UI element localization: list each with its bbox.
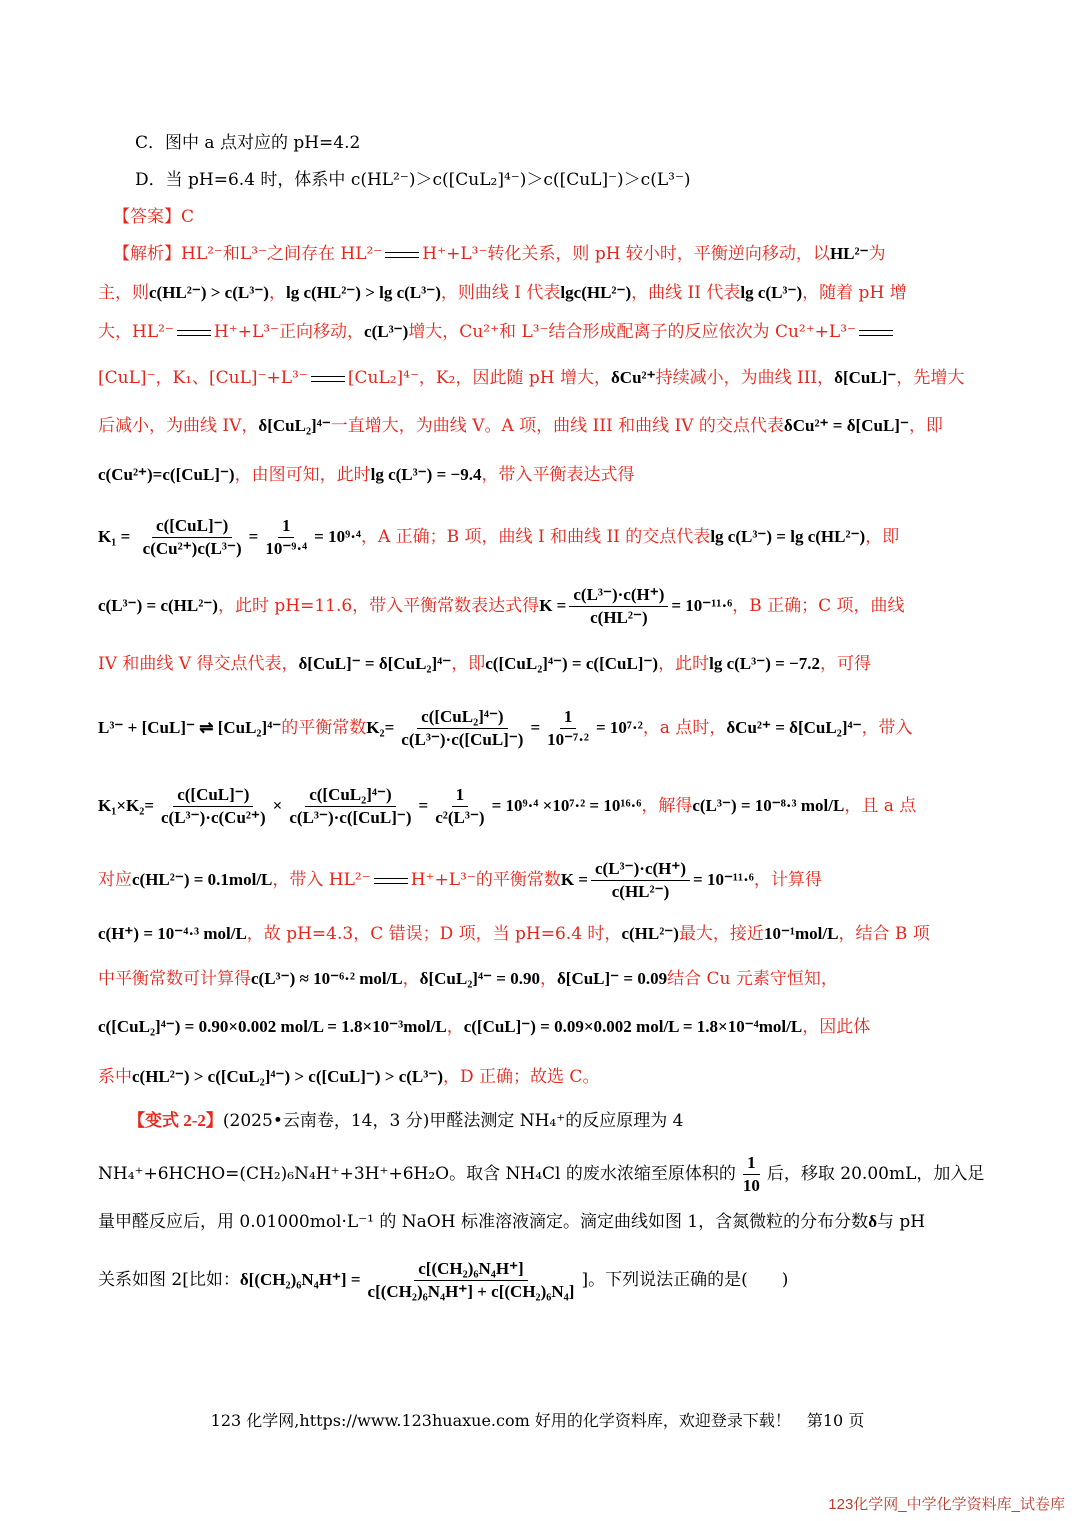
fraction (397, 706, 527, 751)
fraction (739, 1152, 764, 1197)
formula: c(HL²⁻) (621, 924, 679, 943)
text: 大，HL²⁻ (98, 322, 174, 342)
formula: K = (539, 596, 567, 615)
option-c-text: C．图中 a 点对应的 pH=4.2 (135, 133, 361, 153)
text: ，先增大 (896, 368, 965, 388)
formula: δCu²⁺ = δ[CuL₂]⁴⁻ (726, 718, 862, 737)
option-d (135, 168, 975, 192)
text: 为 (868, 244, 886, 264)
formula: δ[CuL]⁻ = 0.09 (556, 969, 668, 988)
option-d-text: D．当 pH=6.4 时，体系中 c(HL²⁻)＞c([CuL₂]⁴⁻)＞c([CuL]⁻)＞c(L³⁻) (135, 170, 691, 190)
text: ，由图可知，此时 (234, 465, 371, 485)
formula: lg c(L³⁻) = lg c(HL²⁻) (710, 527, 866, 546)
text: IV 和曲线 V 得交点代表， (98, 654, 299, 674)
variant-line-2 (98, 1150, 985, 1198)
answer-label: 【答案】 (113, 207, 181, 227)
formula: c(Cu²⁺)=c([CuL]⁻) (98, 465, 235, 484)
text: 持续减小，为曲线 III， (655, 368, 835, 388)
analysis-line-4 (98, 366, 975, 390)
equilibrium-arrow-icon (374, 876, 408, 886)
formula: c(L³⁻) (364, 322, 409, 341)
formula: lg c(L³⁻) (740, 283, 803, 302)
formula: lg c(L³⁻) = −9.4 (370, 465, 482, 484)
numerator: 1 (560, 706, 577, 729)
text: 关系如图 2[比如： (98, 1270, 240, 1290)
text: 后，移取 20.00mL，加入足 (766, 1164, 985, 1184)
formula: c([CuL₂]⁴⁻) = c([CuL]⁻) (485, 654, 659, 673)
equilibrium-arrow-icon (859, 328, 893, 338)
formula: δ[CuL]⁻ (834, 368, 897, 387)
denominator: c²(L³⁻) (435, 808, 485, 827)
fraction (139, 515, 246, 560)
numerator: c([CuL₂]⁴⁻) (417, 706, 507, 729)
text: 系中 (98, 1067, 132, 1087)
formula: = 10⁷·² (596, 718, 643, 737)
text: (2025•云南卷，14，3 分)甲醛法测定 NH₄⁺的反应原理为 4 (222, 1111, 684, 1131)
text: NH₄⁺+6HCHO=(CH₂)₆N₄H⁺+3H⁺+6H₂O。取含 NH₄Cl 的废水浓缩至原体积的 (98, 1164, 736, 1184)
text: 对应 (98, 870, 132, 890)
analysis-line-15 (98, 1015, 975, 1039)
analysis-line-3 (98, 320, 975, 344)
text: ，D 正确；故选 C。 (443, 1067, 600, 1087)
numerator: c(L³⁻)·c(H⁺) (569, 584, 668, 607)
formula: c(HL²⁻) = 0.1mol/L (132, 870, 273, 889)
numerator: 1 (743, 1152, 760, 1175)
option-c (135, 131, 975, 155)
numerator: c([CuL]⁻) (152, 515, 232, 538)
formula: c(H⁺) = 10⁻⁴·³ mol/L (98, 924, 247, 943)
analysis-line-14 (98, 967, 975, 991)
text: 的平衡常数 (281, 718, 367, 738)
denominator: c[(CH₂)₆N₄H⁺] + c[(CH₂)₆N₄] (367, 1282, 575, 1301)
fraction (364, 1258, 579, 1303)
variant-label: 【变式 2-2】 (128, 1111, 223, 1130)
formula: K₁×K₂= (98, 796, 155, 815)
text: ，A 正确；B 项，曲线 I 和曲线 II 的交点代表 (360, 527, 711, 547)
numerator: c([CuL]⁻) (173, 784, 253, 807)
analysis-line-10: L³⁻ + [CuL]⁻ ⇌ [CuL₂]⁴⁻的平衡常数K₂= $\frac{\text{c([CuL₂]⁴⁻)}}{\text{c(L³⁻)·c([CuL]⁻)}}$ = $\frac{1}{\text{10⁻⁷·²}}$ = 10⁷·²，a 点时，δCu²⁺ = δ[CuL₂]⁴⁻，带入 (98, 707, 913, 749)
text: 与 pH (877, 1212, 926, 1232)
answer-line (113, 205, 975, 229)
fraction (261, 515, 311, 560)
formula: K₂= (366, 718, 395, 737)
formula: δ[CuL₂]⁴⁻ = 0.90 (419, 969, 540, 988)
numerator: 1 (278, 515, 295, 538)
numerator: c([CuL₂]⁴⁻) (305, 784, 395, 807)
formula: δCu²⁺ (610, 368, 656, 387)
denominator: c(Cu²⁺)c(L³⁻) (142, 539, 242, 558)
text: ，计算得 (753, 870, 822, 890)
text: ，即 (865, 527, 900, 547)
text: ，带入 HL²⁻ (272, 870, 371, 890)
analysis-line-1 (113, 242, 975, 266)
formula: × (272, 796, 283, 815)
text: [CuL]⁻，K₁、[CuL]⁻+L³⁻ (98, 368, 308, 388)
variant-line-1 (128, 1109, 975, 1133)
denominator: c(L³⁻)·c([CuL]⁻) (401, 730, 524, 749)
denominator: 10⁻⁷·² (547, 730, 589, 749)
text: 中平衡常数可计算得 (98, 969, 251, 989)
analysis-line-13 (98, 922, 975, 946)
text: ，因此体 (802, 1017, 871, 1037)
formula: HL²⁻ (829, 244, 869, 263)
denominator: c(HL²⁻) (611, 882, 670, 901)
formula: K₁ = (98, 527, 131, 546)
analysis-line-11: K₁×K₂= $\frac{\text{c([CuL]⁻)}}{\text{c(L³⁻)·c(Cu²⁺)}}$ × $\frac{\text{c([CuL₂]⁴⁻)}}{\text{c(L³⁻)·c([CuL]⁻)}}$ = $\frac{1}{\text{c²(L³⁻)}}$ = 10⁹·⁴ ×10⁷·² = 10¹⁶·⁶，解得c(L³⁻) = 10⁻⁸·³ mol/L，且 a 点 (98, 785, 917, 827)
formula: c(HL²⁻) > c([CuL₂]⁴⁻) > c([CuL]⁻) > c(L³⁻) (132, 1067, 443, 1086)
text: ，故 pH=4.3，C 错误；D 项，当 pH=6.4 时， (246, 924, 622, 944)
fraction (591, 858, 690, 903)
formula: 10⁻¹mol/L (763, 924, 839, 943)
analysis-line-7: K₁ = $\frac{\text{c([CuL]⁻)}}{\text{c(Cu²⁺)c(L³⁻)}}$ = $\frac{1}{\text{10⁻⁹·⁴}}$ = 10⁹·⁴，A 正确；B 项，曲线 I 和曲线 II 的交点代表lg c(L³⁻) = lg c(HL²⁻)，即 (98, 516, 900, 558)
formula: δ[(CH₂)₆N₄H⁺] = (239, 1270, 361, 1289)
analysis-line-12 (98, 856, 975, 904)
variant-line-4 (98, 1256, 975, 1304)
analysis-line-16 (98, 1065, 975, 1089)
text: H⁺+L³⁻正向移动， (213, 322, 365, 342)
formula: lg c(HL²⁻) > lg c(L³⁻) (285, 283, 441, 302)
text: 主，则 (98, 283, 149, 303)
equilibrium-arrow-icon (177, 328, 211, 338)
site-watermark: 123化学网_中学化学资料库_试卷库 (828, 1496, 1065, 1513)
formula: = 10⁹·⁴ ×10⁷·² = 10¹⁶·⁶ (491, 796, 642, 815)
formula: = 10⁻¹¹·⁶ (693, 870, 754, 889)
formula: L³⁻ + [CuL]⁻ ⇌ [CuL₂]⁴⁻ (98, 718, 282, 737)
formula: c(L³⁻) = 10⁻⁸·³ mol/L (692, 796, 845, 815)
analysis-label: 【解析】 (113, 244, 181, 264)
text: ，a 点时， (642, 718, 727, 738)
formula: c(HL²⁻) > c(L³⁻) (149, 283, 269, 302)
formula: δ[CuL₂]⁴⁻ (258, 416, 331, 435)
text: ， (539, 969, 557, 989)
variant-line-3 (98, 1210, 975, 1234)
text: ，此时 pH=11.6，带入平衡常数表达式得 (217, 596, 540, 616)
formula: c([CuL]⁻) = 0.09×0.002 mol/L = 1.8×10⁻⁴mol/L (463, 1017, 803, 1036)
text: ，带入平衡表达式得 (481, 465, 635, 485)
analysis-line-6 (98, 463, 975, 487)
denominator: c(L³⁻)·c([CuL]⁻) (289, 808, 412, 827)
formula: c([CuL₂]⁴⁻) = 0.90×0.002 mol/L = 1.8×10⁻³mol/L (98, 1017, 447, 1036)
formula: K = (560, 870, 588, 889)
numerator: 1 (452, 784, 469, 807)
text: 一直增大，为曲线 V。A 项，曲线 III 和曲线 IV 的交点代表 (330, 416, 784, 436)
numerator: c[(CH₂)₆N₄H⁺] (414, 1258, 527, 1281)
equilibrium-arrow-icon (311, 374, 345, 384)
formula: lg c(L³⁻) = −7.2 (709, 654, 820, 673)
text: ]。下列说法正确的是( ) (581, 1270, 789, 1290)
text: ，曲线 II 代表 (631, 283, 741, 303)
page-footer: 123 化学网,https://www.123huaxue.com 好用的化学资料库，欢迎登录下载！ 第10 页 (210, 1411, 865, 1430)
text: ，即 (451, 654, 486, 674)
text: HL²⁻和L³⁻之间存在 HL²⁻ (181, 244, 383, 264)
text: 最大，接近 (678, 924, 764, 944)
denominator: c(HL²⁻) (590, 608, 648, 627)
formula: = 10⁹·⁴ (314, 527, 361, 546)
formula: lgc(HL²⁻) (560, 283, 632, 302)
text: 结合 Cu 元素守恒知， (667, 969, 838, 989)
fraction (543, 706, 593, 751)
text: H⁺+L³⁻的平衡常数 (410, 870, 561, 890)
text: 量甲醛反应后，用 0.01000mol·L⁻¹ 的 NaOH 标准溶液滴定。滴定曲线如图 1，含氮微粒的分布分数 (98, 1212, 869, 1232)
numerator: c(L³⁻)·c(H⁺) (591, 858, 690, 881)
fraction (431, 784, 488, 829)
text: 后减小，为曲线 IV， (98, 416, 259, 436)
formula: δ[CuL]⁻ = δ[CuL₂]⁴⁻ (298, 654, 452, 673)
answer-value: C (181, 207, 195, 227)
formula: δ (868, 1212, 878, 1231)
analysis-line-9 (98, 652, 975, 676)
formula: = 10⁻¹¹·⁶ (671, 596, 733, 615)
analysis-line-5 (98, 414, 975, 438)
equilibrium-arrow-icon (385, 250, 419, 260)
text: ，且 a 点 (844, 796, 917, 816)
text: ，则曲线 I 代表 (440, 283, 561, 303)
formula: c(L³⁻) ≈ 10⁻⁶·² mol/L (251, 969, 403, 988)
text: ， (446, 1017, 464, 1037)
formula: δCu²⁺ = δ[CuL]⁻ (783, 416, 909, 435)
text: ，结合 B 项 (838, 924, 930, 944)
analysis-line-8 (98, 582, 975, 630)
formula: c(L³⁻) = c(HL²⁻) (98, 596, 218, 615)
text: ，解得 (641, 796, 693, 816)
fraction (285, 784, 415, 829)
denominator: 10⁻⁹·⁴ (265, 539, 308, 558)
fraction (157, 784, 270, 829)
text: ，即 (908, 416, 943, 436)
analysis-line-2 (98, 281, 975, 305)
text: ，随着 pH 增 (802, 283, 907, 303)
denominator: c(L³⁻)·c(Cu²⁺) (161, 808, 266, 827)
denominator: 10 (742, 1176, 760, 1195)
text: [CuL₂]⁴⁻，K₂，因此随 pH 增大， (347, 368, 611, 388)
text: 增大，Cu²⁺和 L³⁻结合形成配离子的反应依次为 Cu²⁺+L³⁻ (408, 322, 857, 342)
text: ，B 正确；C 项，曲线 (732, 596, 905, 616)
text: ，此时 (658, 654, 710, 674)
text: ， (402, 969, 420, 989)
text: H⁺+L³⁻转化关系，则 pH 较小时，平衡逆向移动，以 (422, 244, 830, 264)
fraction (569, 584, 668, 629)
text: ，带入 (861, 718, 913, 738)
text: ，可得 (819, 654, 871, 674)
text: ， (268, 283, 286, 303)
